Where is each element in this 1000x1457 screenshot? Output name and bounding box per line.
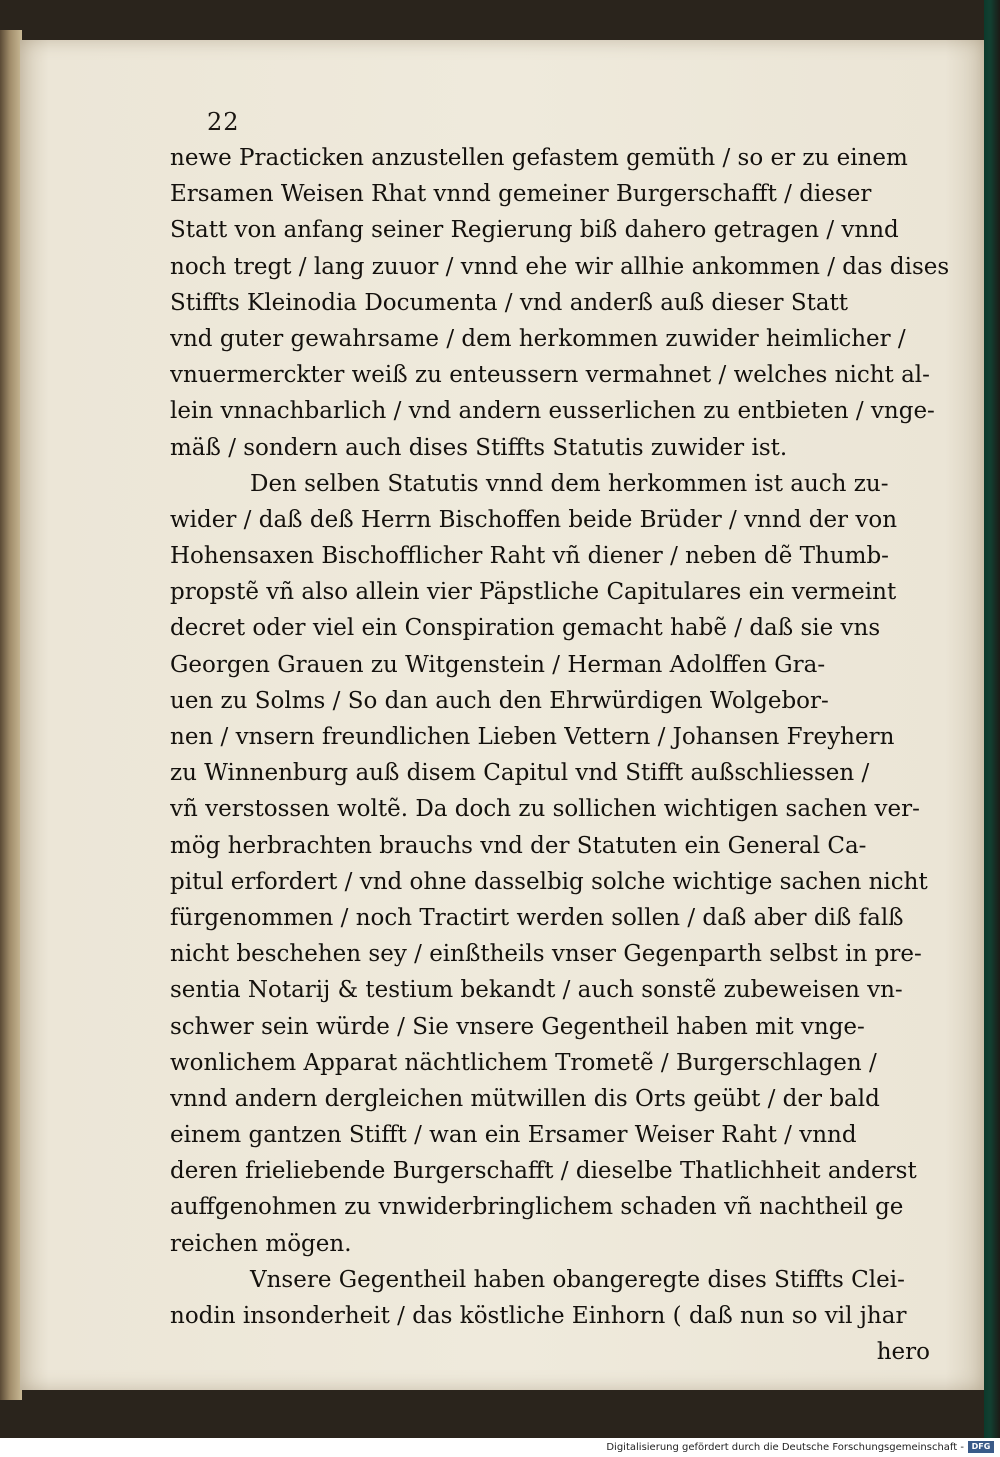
book-cover-edge — [984, 0, 1000, 1438]
text-line: propstẽ vñ also allein vier Päpstliche Capitulares ein vermeint — [170, 579, 897, 606]
text-line: uen zu Solms / So dan auch den Ehrwürdigen Wolgebor- — [170, 687, 829, 714]
text-line: Ersamen Weisen Rhat vnnd gemeiner Burgerschafft / dieser — [170, 181, 872, 208]
text-line: nodin insonderheit / das köstliche Einhorn ( daß nun so vil jhar — [170, 1303, 907, 1329]
catchword: hero — [876, 1339, 930, 1366]
text-line: vnuermerckter weiß zu enteussern vermahnet / welches nicht al- — [170, 362, 930, 389]
text-line: lein vnnachbarlich / vnd andern eusserlichen zu entbieten / vnge- — [170, 398, 935, 425]
text-line: newe Practicken anzustellen gefastem gemüth / so er zu einem — [170, 145, 908, 171]
footer-bar — [0, 1438, 1000, 1457]
text-line: Hohensaxen Bischofflicher Raht vñ diener / neben dẽ Thumb- — [170, 543, 889, 570]
text-line: nicht beschehen sey / einßtheils vnser Gegenparth selbst in pre- — [170, 941, 922, 968]
text-line: decret oder viel ein Conspiration gemacht habẽ / daß sie vns — [170, 615, 881, 642]
text-line: reichen mögen. — [170, 1230, 352, 1257]
text-line: Statt von anfang seiner Regierung biß dahero getragen / vnnd — [170, 217, 899, 244]
book-binding-edge — [0, 30, 22, 1400]
text-line: pitul erfordert / vnd ohne dasselbig solche wichtige sachen nicht — [170, 868, 928, 895]
text-line: nen / vnsern freundlichen Lieben Vettern / Johansen Freyhern — [170, 724, 895, 750]
text-line: einem gantzen Stifft / wan ein Ersamer Weiser Raht / vnnd — [170, 1122, 857, 1149]
text-line: schwer sein würde / Sie vnsere Gegentheil haben mit vnge- — [170, 1013, 865, 1040]
page-number: 22 — [207, 108, 240, 136]
text-line: sentia Notarij & testium bekandt / auch sonstẽ zubeweisen vn- — [170, 977, 903, 1004]
text-line: Stiffts Kleinodia Documenta / vnd anderß auß dieser Statt — [170, 289, 849, 316]
text-line: mög herbrachten brauchs vnd der Statuten ein General Ca- — [170, 832, 867, 859]
text-line: vnd guter gewahrsame / dem herkommen zuwider heimlicher / — [170, 325, 906, 352]
text-line: fürgenommen / noch Tractirt werden sollen / daß aber diß falß — [170, 904, 904, 931]
text-line: wider / daß deß Herrn Bischoffen beide Brüder / vnnd der von — [170, 506, 898, 533]
dfg-logo: DFG — [968, 1441, 994, 1453]
text-line: deren frieliebende Burgerschafft / dieselbe Thatlichheit anderst — [170, 1158, 917, 1185]
text-line: noch tregt / lang zuuor / vnnd ehe wir allhie ankommen / das dises — [170, 253, 950, 280]
text-line: zu Winnenburg auß disem Capitul vnd Stifft außschliessen / — [170, 760, 870, 787]
text-line: wonlichem Apparat nächtlichem Trometẽ / Burgerschlagen / — [170, 1049, 877, 1076]
text-line: vñ verstossen woltẽ. Da doch zu sollichen wichtigen sachen ver- — [170, 796, 920, 823]
text-line: Den selben Statutis vnnd dem herkommen ist auch zu- — [250, 470, 889, 497]
text-line: vnnd andern dergleichen mütwillen dis Orts geübt / der bald — [170, 1085, 880, 1112]
footer-credit: Digitalisierung gefördert durch die Deutsche Forschungsgemeinschaft - — [606, 1442, 964, 1453]
text-line: Vnsere Gegentheil haben obangeregte dises Stiffts Clei- — [250, 1266, 905, 1293]
text-line: auffgenohmen zu vnwiderbringlichem schaden vñ nachtheil ge — [170, 1194, 904, 1221]
text-line: Georgen Grauen zu Witgenstein / Herman Adolffen Gra- — [170, 651, 826, 678]
text-line: mäß / sondern auch dises Stiffts Statutis zuwider ist. — [170, 434, 788, 461]
body-text — [170, 140, 970, 1370]
